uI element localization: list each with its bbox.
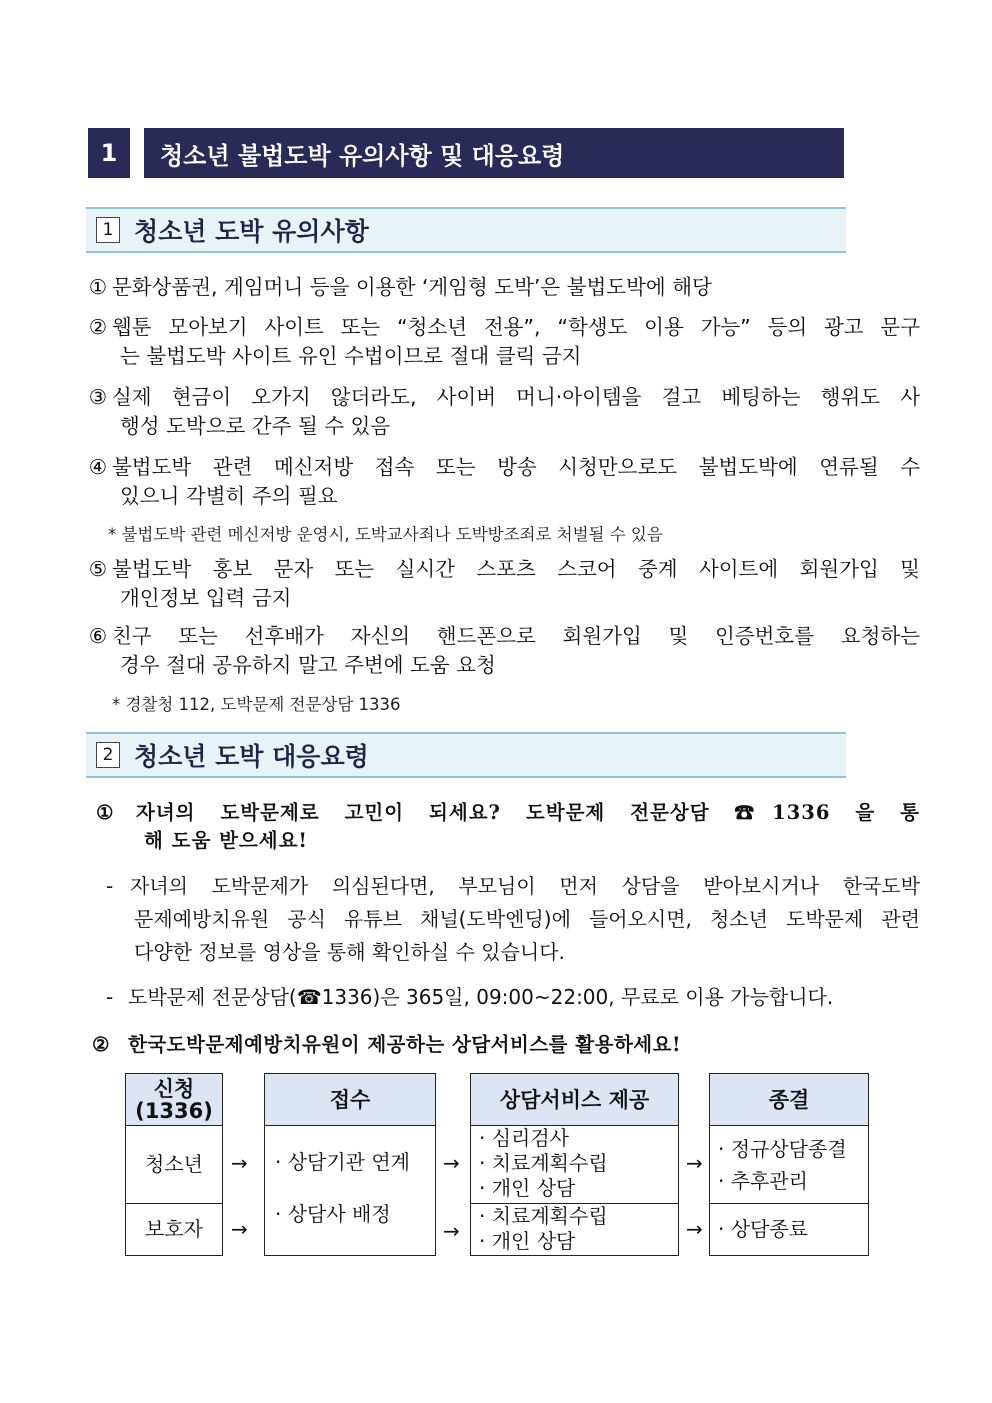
flow-cell-service-1: [471, 1126, 678, 1204]
list-item-1: [84, 273, 920, 302]
item-text-line1: 친구 또는 선후배가 자신의 핸드폰으로 회원가입 및 인증번호를 요청하는: [112, 624, 920, 648]
flow-cell-guardian-text: 보호자: [145, 1216, 203, 1241]
flow-cell-service-2: [471, 1204, 678, 1254]
arrow-icon: →: [686, 1217, 703, 1241]
item-marker: ①: [96, 801, 114, 824]
arrow-icon: →: [231, 1151, 248, 1175]
item-text: 문화상품권, 게임머니 등을 이용한 ‘게임형 도박’은 불법도박에 해당: [112, 275, 712, 299]
flow-cell-youth: [126, 1126, 222, 1204]
item-text-line2: 경우 절대 공유하지 말고 주변에 도움 요청: [120, 653, 496, 677]
flow-cell-receive-2: · 상담사 배정: [275, 1202, 391, 1226]
item-text-line1: 불법도박 관련 메신저방 접속 또는 방송 시청만으로도 불법도박에 연류될 수: [112, 455, 920, 479]
response-item-1: [96, 799, 920, 855]
section-1-header: [86, 207, 846, 253]
item-text-line1: 자녀의 도박문제로 고민이 되세요? 도박문제 전문상담 ☎1336 을 통: [136, 801, 920, 824]
flow-head-service-text: 상담서비스 제공: [499, 1087, 650, 1112]
note-text: * 경찰청 112, 도박문제 전문상담 1336: [112, 695, 401, 714]
paragraph-line2: 문제예방치유원 공식 유튜브 채널(도박엔딩)에 들어오시면, 청소년 도박문제 관련: [134, 907, 920, 931]
section-2-title: 청소년 도박 대응요령: [134, 742, 369, 771]
item-text-line2: 있으니 각별히 주의 필요: [120, 484, 338, 508]
item-marker: ①: [88, 275, 108, 299]
arrow-icon: →: [443, 1151, 460, 1175]
flow-cell-receive-1: · 상담기관 연계: [275, 1150, 410, 1174]
arrow-icon: →: [231, 1217, 248, 1241]
flow-head-receive: [265, 1074, 435, 1126]
list-item-6: [84, 622, 920, 680]
page-title: 청소년 불법도박 유의사항 및 대응요령: [144, 128, 844, 178]
list-item-3: [84, 383, 920, 441]
flow-line: · 개인 상담: [479, 1229, 576, 1253]
item-marker: ⑤: [88, 557, 108, 581]
paragraph-line1: 자녀의 도박문제가 의심된다면, 부모님이 먼저 상담을 받아보시거나 한국도박: [130, 874, 920, 898]
item-text-line1: 웹툰 모아보기 사이트 또는 “청소년 전용”, “학생도 이용 가능” 등의 광고 문구: [112, 315, 920, 339]
flow-line: · 정규상담종결: [718, 1137, 847, 1161]
list-item-4: [84, 453, 920, 511]
flow-line: · 치료계획수립: [479, 1151, 608, 1175]
item-marker: ②: [92, 1033, 110, 1056]
flow-head-close-text: 종결: [768, 1087, 810, 1112]
section-number-box: 1: [88, 128, 130, 178]
item-text-line2: 행성 도박으로 간주 될 수 있음: [120, 414, 391, 438]
note-text: * 불법도박 관련 메신저방 운영시, 도박교사죄나 도박방조죄로 처벌될 수 있음: [108, 525, 663, 544]
item-text-line2: 개인정보 입력 금지: [120, 586, 292, 610]
flow-line: · 치료계획수립: [479, 1204, 608, 1228]
flow-line: · 상담종료: [718, 1216, 808, 1241]
flow-head-close: [710, 1074, 868, 1126]
section-1-number: 1: [96, 217, 120, 243]
item-text-line2: 는 불법도박 사이트 유인 수법이므로 절대 클릭 금지: [120, 344, 582, 368]
flow-head-apply-line1: 신청: [153, 1076, 195, 1101]
dash-paragraph-1: [106, 870, 920, 969]
dash-marker: -: [106, 874, 114, 898]
section-2-number: 2: [96, 742, 120, 768]
flow-cell-youth-text: 청소년: [145, 1152, 203, 1176]
flow-line: · 추후관리: [718, 1169, 808, 1193]
item-marker: ②: [88, 315, 108, 339]
list-item-5: [84, 555, 920, 613]
list-item-2: [84, 313, 920, 371]
flow-box-receive: [264, 1073, 436, 1256]
flow-cell-guardian: [126, 1204, 222, 1254]
flow-box-service: [470, 1073, 679, 1256]
flow-box-close: [709, 1073, 869, 1256]
item-marker: ④: [88, 455, 108, 479]
flow-cell-close-2: [710, 1204, 868, 1254]
item-marker: ⑥: [88, 624, 108, 648]
flow-head-apply: [126, 1074, 222, 1126]
flow-box-apply: [125, 1073, 223, 1256]
dash-paragraph-2: [106, 981, 920, 1014]
paragraph-line3: 다양한 정보를 영상을 통해 확인하실 수 있습니다.: [134, 940, 565, 964]
flow-cell-close-1: [710, 1126, 868, 1204]
section-1-title: 청소년 도박 유의사항: [134, 217, 369, 246]
item-text: 한국도박문제예방치유원이 제공하는 상담서비스를 활용하세요!: [128, 1033, 682, 1056]
item-text-line1: 실제 현금이 오가지 않더라도, 사이버 머니·아이템을 걸고 베팅하는 행위도 사: [112, 385, 920, 409]
section-2-header: [86, 732, 846, 778]
arrow-icon: →: [443, 1219, 460, 1243]
item-text-line1: 불법도박 홍보 문자 또는 실시간 스포츠 스코어 중계 사이트에 회원가입 및: [112, 557, 920, 581]
arrow-icon: →: [686, 1151, 703, 1175]
flow-head-receive-text: 접수: [329, 1087, 371, 1112]
response-item-2: [92, 1031, 916, 1059]
flow-line: · 심리검사: [479, 1126, 569, 1150]
flow-head-service: [471, 1074, 678, 1126]
item-marker: ③: [88, 385, 108, 409]
item-text-line2: 해 도움 받으세요!: [144, 829, 308, 852]
flow-line: · 개인 상담: [479, 1176, 576, 1200]
paragraph-line1: 도박문제 전문상담(☎1336)은 365일, 09:00~22:00, 무료로 이용 가능합니다.: [128, 985, 834, 1009]
dash-marker: -: [106, 985, 114, 1009]
flow-head-apply-line2: (1336): [135, 1098, 213, 1123]
